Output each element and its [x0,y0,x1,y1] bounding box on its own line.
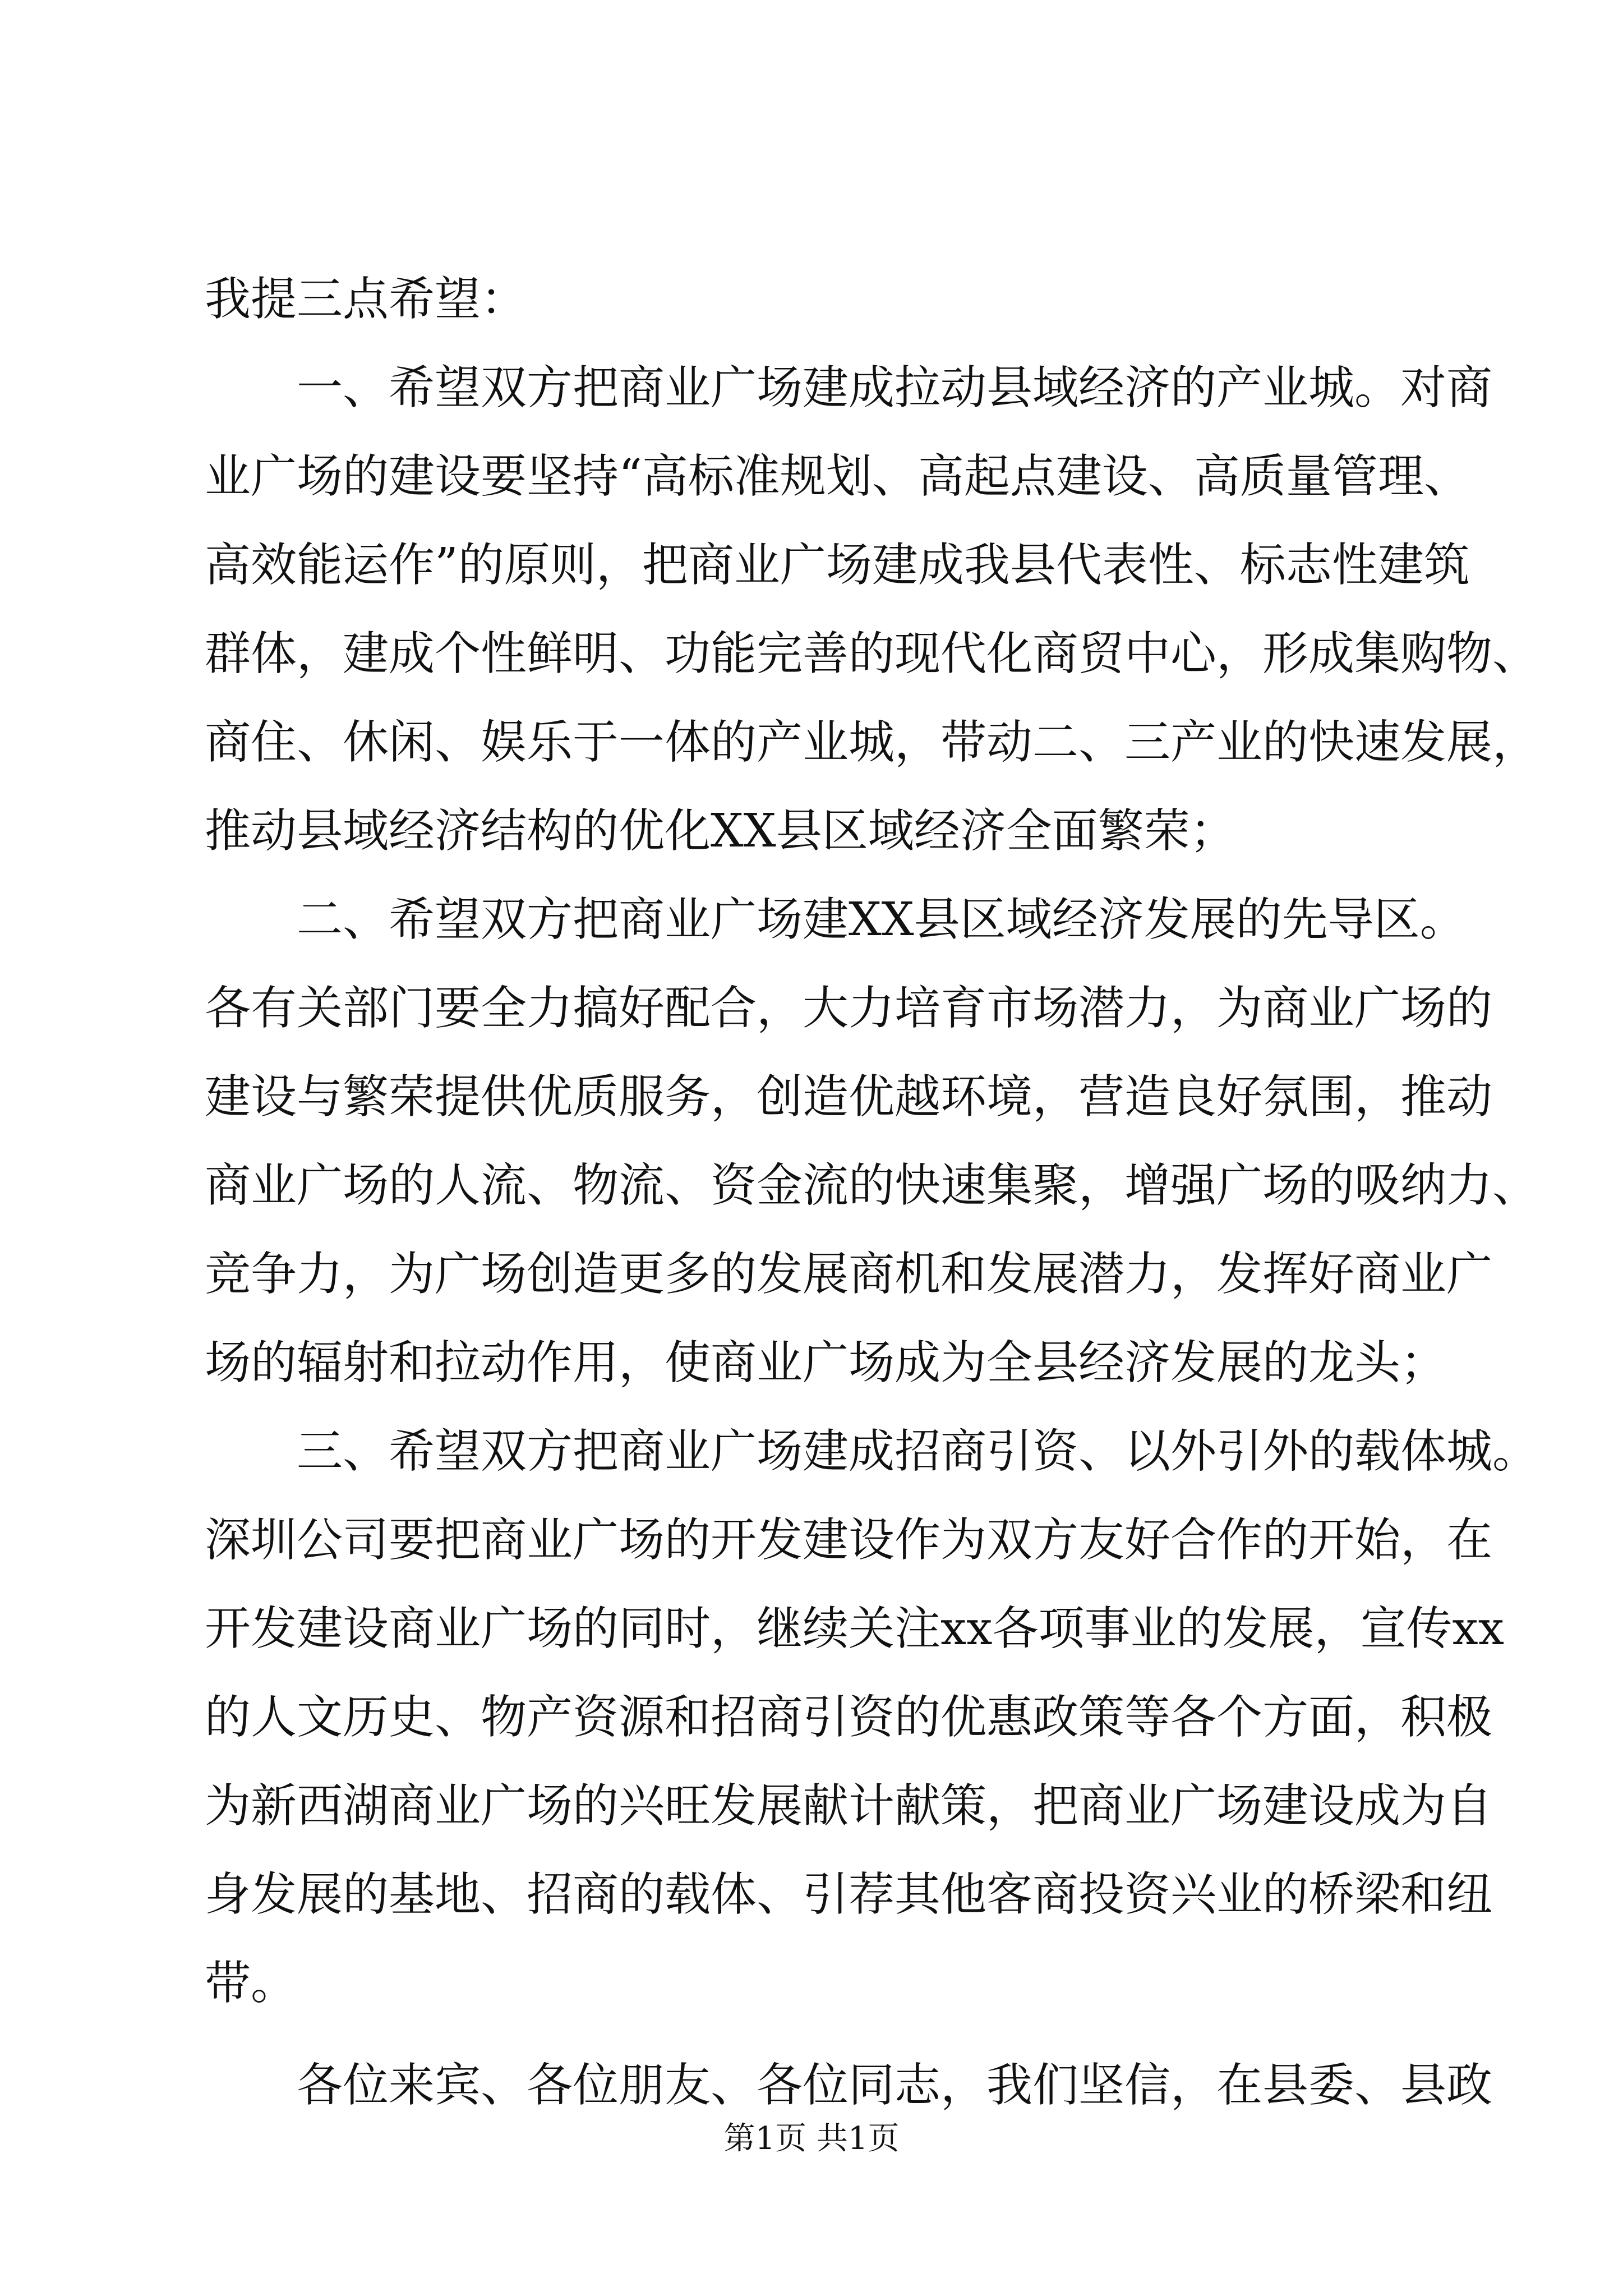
page-footer: 第1页 共1页 [723,2120,900,2157]
text-line: 推动县域经济结构的优化XX县区域经济全面繁荣； [205,804,1236,858]
text-line: 各有关部门要全力搞好配合，大力培育市场潜力，为商业广场的 [205,982,1493,1035]
text-line: 三、希望双方把商业广场建成招商引资、以外引外的载体城。 [205,1425,1539,1478]
text-line: 身发展的基地、招商的载体、引荐其他客商投资兴业的桥梁和纽 [205,1868,1493,1921]
text-line: 场的辐射和拉动作用，使商业广场成为全县经济发展的龙头； [205,1336,1447,1389]
text-line: 开发建设商业广场的同时，继续关注xx各项事业的发展，宣传xx [205,1602,1504,1655]
text-line: 二、希望双方把商业广场建XX县区域经济发展的先导区。 [205,893,1466,946]
text-line: 带。 [205,1957,297,2010]
text-line: 一、希望双方把商业广场建成拉动县域经济的产业城。对商 [205,361,1493,415]
paragraph-gap [205,2028,1438,2041]
text-line: 商住、休闲、娱乐于一体的产业城，带动二、三产业的快速发展， [205,716,1539,769]
text-line: 深圳公司要把商业广场的开发建设作为双方友好合作的开始，在 [205,1513,1493,1567]
text-line: 商业广场的人流、物流、资金流的快速集聚，增强广场的吸纳力、 [205,1159,1539,1212]
text-line: 竞争力，为广场创造更多的发展商机和发展潜力，发挥好商业广 [205,1248,1493,1301]
text-line: 建设与繁荣提供优质服务，创造优越环境，营造良好氛围，推动 [205,1070,1493,1124]
text-line: 的人文历史、物产资源和招商引资的优惠政策等各个方面，积极 [205,1691,1493,1744]
text-line: 高效能运作”的原则，把商业广场建成我县代表性、标志性建筑 [205,539,1470,592]
text-line: 业广场的建设要坚持“高标准规划、高起点建设、高质量管理、 [205,450,1470,503]
document-body [205,255,1539,2130]
text-line: 各位来宾、各位朋友、各位同志，我们坚信，在县委、县政 [205,2059,1493,2112]
text-line: 为新西湖商业广场的兴旺发展献计献策，把商业广场建设成为自 [205,1779,1493,1833]
text-line: 群体，建成个性鲜明、功能完善的现代化商贸中心，形成集购物、 [205,627,1539,680]
text-line: 我提三点希望： [205,273,527,326]
